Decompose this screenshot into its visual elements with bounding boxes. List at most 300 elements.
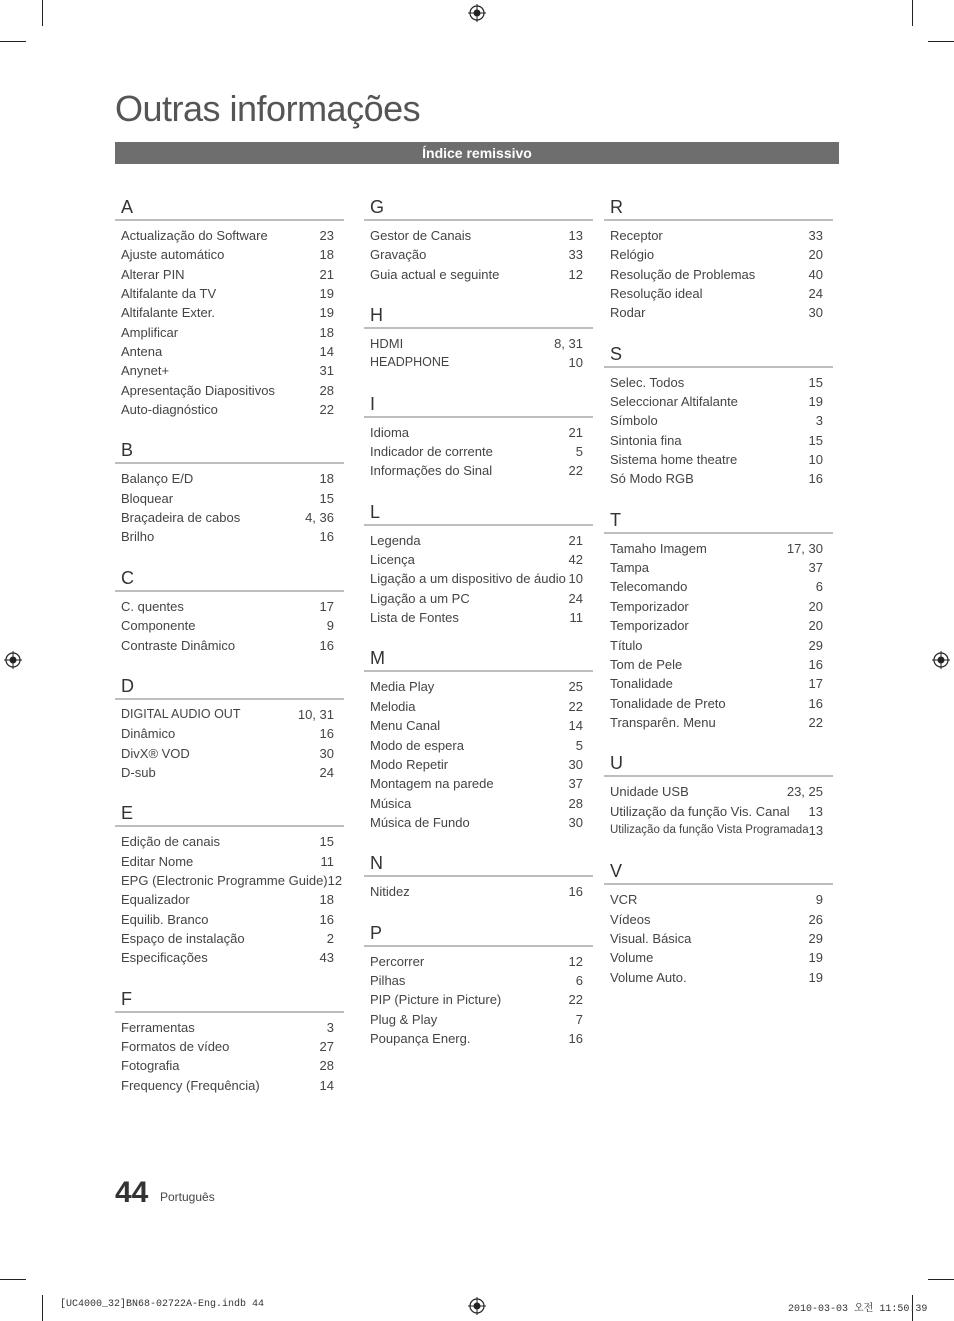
index-entry (364, 245, 593, 264)
index-entry (604, 597, 833, 616)
index-entry (364, 813, 593, 832)
section-letter: U (610, 753, 623, 774)
index-entry (604, 450, 833, 469)
entry-page: 11 (569, 610, 583, 626)
entry-page: 24 (808, 286, 823, 302)
entry-term: Editar Nome (121, 853, 194, 869)
index-entry (364, 550, 593, 569)
entry-page: 26 (808, 911, 823, 927)
index-entry (604, 392, 833, 411)
index-entry (115, 1018, 344, 1037)
entry-page: 18 (319, 471, 334, 487)
entry-term: Selec. Todos (610, 374, 685, 390)
section-divider (364, 219, 593, 221)
entry-page: 19 (808, 969, 823, 985)
entry-term: Licença (370, 552, 415, 568)
print-slug-date: 2010-03-03 오전 11:50:39 (788, 1304, 928, 1315)
index-entry (364, 1029, 593, 1048)
entry-page: 6 (815, 579, 823, 595)
section-letter: C (121, 567, 134, 588)
index-entry (604, 782, 833, 801)
entry-page: 16 (808, 656, 823, 672)
entry-page: 16 (808, 471, 823, 487)
entry-page: 13 (808, 822, 824, 838)
entry-page: 19 (808, 394, 823, 410)
index-entry (115, 1056, 344, 1075)
index-entry (115, 303, 344, 322)
section-divider (364, 670, 593, 672)
entry-page: 16 (319, 637, 334, 653)
index-section (364, 304, 593, 373)
print-slug-file: [UC4000_32]BN68-02722A-Eng.indb 44 (60, 1299, 265, 1310)
index-entry (364, 531, 593, 550)
entry-page: 12 (568, 266, 583, 282)
entry-page: 11 (320, 853, 334, 869)
entry-page: 3 (326, 1019, 334, 1035)
entry-term: Informações do Sinal (370, 463, 493, 479)
entry-page: 17 (319, 598, 334, 614)
entry-term: Melodia (370, 698, 416, 714)
index-entry (364, 226, 593, 245)
index-column-2 (364, 196, 593, 1068)
index-entry (115, 852, 344, 871)
index-section (364, 501, 593, 628)
index-entry (115, 489, 344, 508)
index-entry (604, 539, 833, 558)
index-section (115, 439, 344, 546)
entry-term: Nitidez (370, 884, 410, 900)
crop-mark (912, 0, 913, 26)
index-entry (115, 284, 344, 303)
entry-term: Tonalidade de Preto (610, 695, 726, 711)
entry-page: 37 (568, 776, 583, 792)
index-entry (115, 1037, 344, 1056)
entry-page: 28 (319, 382, 334, 398)
section-letter: S (610, 343, 623, 364)
index-entry (364, 1010, 593, 1029)
entry-page: 18 (319, 892, 334, 908)
entry-page: 22 (808, 714, 823, 730)
section-divider (115, 219, 344, 221)
index-entry (115, 508, 344, 527)
registration-mark-icon (932, 651, 950, 669)
entry-page: 28 (319, 1058, 334, 1074)
entry-page: 9 (326, 618, 334, 634)
entry-page: 21 (568, 532, 583, 548)
entry-page: 25 (568, 679, 583, 695)
crop-mark (0, 41, 26, 42)
index-entry (115, 744, 344, 763)
entry-page: 5 (575, 444, 583, 460)
entry-page: 15 (808, 374, 823, 390)
crop-mark (928, 1279, 954, 1280)
entry-term: Temporizador (610, 598, 689, 614)
entry-term: HDMI (370, 336, 404, 352)
index-section (115, 567, 344, 655)
index-entry (604, 245, 833, 264)
index-entry (604, 303, 833, 322)
index-entry (364, 697, 593, 716)
entry-term: Menu Canal (370, 718, 441, 734)
entry-term: Resolução ideal (610, 286, 703, 302)
entry-term: Relógio (610, 247, 655, 263)
entry-term: C. quentes (121, 598, 184, 614)
entry-term: Espaço de instalação (121, 930, 245, 946)
section-divider (604, 366, 833, 368)
entry-page: 15 (808, 432, 823, 448)
entry-term: Altifalante da TV (121, 286, 217, 302)
entry-term: Modo Repetir (370, 756, 449, 772)
index-entry (115, 724, 344, 743)
index-section (364, 852, 593, 901)
entry-term: Utilização da função Vista Programada (610, 823, 809, 836)
section-letter: F (121, 988, 132, 1009)
index-section (115, 988, 344, 1095)
index-entry (604, 948, 833, 967)
entry-term: Contraste Dinâmico (121, 637, 236, 653)
entry-page: 33 (808, 228, 823, 243)
index-section (364, 922, 593, 1049)
entry-term: Tom de Pele (610, 656, 683, 672)
entry-page: 14 (319, 344, 334, 360)
entry-page: 16 (319, 726, 334, 742)
index-entry (115, 871, 344, 890)
index-entry (364, 423, 593, 442)
entry-term: Auto-diagnóstico (121, 402, 218, 418)
index-entry (364, 353, 593, 372)
entry-term: Frequency (Frequência) (121, 1077, 260, 1093)
index-entry (604, 910, 833, 929)
section-letter: T (610, 509, 621, 530)
index-entry (604, 929, 833, 948)
entry-page: 27 (319, 1038, 334, 1054)
section-divider (115, 825, 344, 827)
entry-term: Sistema home theatre (610, 452, 738, 468)
section-letter: A (121, 197, 134, 217)
entry-term: VCR (610, 892, 638, 908)
entry-page: 6 (575, 972, 583, 988)
entry-page: 15 (319, 834, 334, 850)
entry-page: 30 (568, 814, 583, 830)
entry-term: Equalizador (121, 892, 190, 908)
entry-page: 12 (327, 872, 343, 888)
section-letter: L (370, 501, 381, 522)
entry-page: 17, 30 (786, 540, 823, 556)
entry-term: Título (610, 637, 643, 653)
index-entry (115, 929, 344, 948)
section-divider (364, 875, 593, 877)
entry-term: Temporizador (610, 618, 689, 634)
section-divider (364, 416, 593, 418)
crop-mark (42, 0, 43, 26)
index-entry (364, 608, 593, 627)
index-entry (115, 890, 344, 909)
entry-page: 20 (808, 598, 823, 614)
index-entry (364, 589, 593, 608)
section-divider (364, 327, 593, 329)
entry-term: Montagem na parede (370, 776, 494, 792)
entry-term: Idioma (370, 424, 410, 440)
entry-term: Unidade USB (610, 784, 689, 800)
entry-page: 31 (319, 363, 334, 379)
entry-page: 29 (808, 930, 823, 946)
section-letter: M (370, 648, 385, 669)
entry-page: 33 (568, 247, 583, 263)
entry-term: Actualização do Software (121, 228, 268, 243)
entry-page: 28 (568, 795, 583, 811)
entry-page: 18 (319, 247, 334, 263)
entry-page: 24 (568, 590, 583, 606)
entry-page: 8, 31 (554, 336, 583, 352)
entry-term: Altifalante Exter. (121, 305, 215, 321)
entry-term: Volume Auto. (610, 969, 687, 985)
index-entry (604, 713, 833, 732)
entry-page: 30 (568, 756, 583, 772)
entry-term: Indicador de corrente (370, 444, 493, 460)
index-entry (604, 636, 833, 655)
index-entry (115, 705, 344, 724)
entry-term: Bloquear (121, 490, 174, 506)
section-divider (604, 883, 833, 885)
index-entry (364, 677, 593, 696)
section-divider (115, 590, 344, 592)
section-divider (604, 219, 833, 221)
index-entry (604, 821, 833, 840)
index-entry (604, 694, 833, 713)
entry-page: 29 (808, 637, 823, 653)
section-letter: V (610, 861, 623, 882)
entry-term: Especificações (121, 950, 208, 966)
index-entry (604, 226, 833, 245)
entry-page: 3 (815, 413, 823, 429)
index-entry (115, 400, 344, 419)
section-letter: E (121, 803, 134, 824)
entry-term: Resolução de Problemas (610, 266, 756, 282)
index-entry (364, 569, 593, 588)
index-section (604, 860, 833, 987)
entry-page: 10 (808, 452, 823, 468)
entry-term: Guia actual e seguinte (370, 266, 500, 282)
entry-term: Percorrer (370, 953, 425, 969)
registration-mark-icon (468, 4, 486, 22)
entry-term: Tamaho Imagem (610, 540, 707, 556)
index-entry (604, 431, 833, 450)
index-column-3 (604, 196, 833, 1007)
crop-mark (42, 1295, 43, 1321)
entry-page: 20 (808, 247, 823, 263)
index-entry (115, 636, 344, 655)
entry-page: 12 (568, 953, 583, 969)
section-divider (115, 462, 344, 464)
entry-page: 16 (319, 911, 334, 927)
entry-term: Poupança Energ. (370, 1030, 471, 1046)
page-title: Outras informações (115, 88, 421, 129)
entry-term: Plug & Play (370, 1011, 438, 1027)
entry-page: 23 (319, 228, 334, 243)
entry-term: PIP (Picture in Picture) (370, 992, 502, 1008)
entry-term: Símbolo (610, 413, 658, 429)
entry-page: 22 (568, 463, 583, 479)
entry-page: 18 (319, 324, 334, 340)
index-entry (364, 971, 593, 990)
index-entry (115, 948, 344, 967)
index-entry (115, 381, 344, 400)
index-entry (604, 558, 833, 577)
section-letter: D (121, 675, 134, 696)
entry-term: Formatos de vídeo (121, 1038, 230, 1054)
index-entry (115, 597, 344, 616)
entry-term: EPG (Electronic Programme Guide) (121, 872, 328, 888)
index-entry (115, 265, 344, 284)
section-divider (115, 698, 344, 700)
section-letter: G (370, 197, 385, 217)
entry-page: 24 (319, 764, 334, 780)
entry-term: Ligação a um dispositivo de áudio (370, 571, 566, 587)
entry-term: Visual. Básica (610, 930, 692, 946)
entry-page: 2 (326, 930, 334, 946)
index-entry (604, 265, 833, 284)
entry-page: 7 (575, 1011, 583, 1027)
entry-term: Balanço E/D (121, 471, 194, 487)
index-entry (364, 716, 593, 735)
section-divider (115, 1011, 344, 1013)
entry-term: Volume (610, 950, 654, 966)
index-entry (604, 616, 833, 635)
entry-page: 17 (808, 676, 823, 692)
entry-term: Anynet+ (121, 363, 170, 379)
section-letter: H (370, 305, 383, 326)
entry-page: 22 (568, 992, 583, 1008)
entry-term: D-sub (121, 764, 156, 780)
entry-page: 15 (319, 490, 334, 506)
index-section (364, 393, 593, 481)
entry-page: 10, 31 (297, 706, 334, 722)
index-section (115, 802, 344, 967)
index-entry (364, 774, 593, 793)
entry-page: 20 (808, 618, 823, 634)
index-entry (364, 461, 593, 480)
entry-page: 30 (808, 305, 823, 321)
section-divider (604, 532, 833, 534)
entry-term: Modo de espera (370, 737, 464, 753)
index-entry (604, 674, 833, 693)
page-number: 44 (115, 1176, 149, 1209)
entry-term: Antena (121, 344, 163, 360)
crop-mark (0, 1279, 26, 1280)
index-entry (115, 527, 344, 546)
entry-page: 14 (568, 718, 583, 734)
index-section (115, 196, 344, 419)
entry-term: HEADPHONE (370, 355, 450, 370)
index-entry (115, 245, 344, 264)
entry-term: Componente (121, 618, 196, 634)
entry-page: 10 (568, 571, 583, 587)
entry-page: 43 (319, 950, 334, 966)
entry-page: 19 (319, 286, 334, 302)
index-entry (364, 990, 593, 1009)
entry-page: 13 (808, 803, 823, 819)
entry-page: 5 (575, 737, 583, 753)
entry-term: Fotografia (121, 1058, 180, 1074)
entry-term: Tampa (610, 560, 650, 576)
entry-page: 21 (568, 424, 583, 440)
index-entry (115, 1076, 344, 1095)
entry-term: Rodar (610, 305, 646, 321)
entry-page: 19 (808, 950, 823, 966)
index-entry (115, 763, 344, 782)
index-entry (604, 373, 833, 392)
entry-term: Edição de canais (121, 834, 221, 850)
entry-page: 16 (319, 529, 334, 545)
entry-term: Ligação a um PC (370, 590, 470, 606)
entry-page: 14 (319, 1077, 334, 1093)
entry-page: 22 (568, 698, 583, 714)
entry-term: Tonalidade (610, 676, 673, 692)
section-letter: I (370, 393, 376, 414)
index-section (604, 509, 833, 732)
index-section (604, 752, 833, 840)
index-entry (115, 323, 344, 342)
entry-term: Ferramentas (121, 1019, 195, 1035)
index-entry (364, 265, 593, 284)
registration-mark-icon (468, 1297, 486, 1315)
entry-term: Receptor (610, 228, 663, 243)
index-entry (364, 794, 593, 813)
index-entry (604, 655, 833, 674)
index-entry (604, 802, 833, 821)
entry-page: 4, 36 (305, 510, 334, 526)
entry-term: Gestor de Canais (370, 228, 472, 243)
entry-page: 9 (815, 892, 823, 908)
entry-term: Seleccionar Altifalante (610, 394, 738, 410)
index-entry (364, 334, 593, 353)
index-entry (364, 952, 593, 971)
entry-page: 23, 25 (786, 784, 823, 800)
section-letter: N (370, 853, 383, 874)
index-entry (604, 469, 833, 488)
section-divider (364, 524, 593, 526)
index-entry (604, 890, 833, 909)
index-entry (364, 882, 593, 901)
section-letter: P (370, 922, 383, 943)
entry-term: Alterar PIN (121, 266, 185, 282)
entry-page: 16 (568, 884, 583, 900)
section-banner: Índice remissivo (115, 142, 839, 164)
entry-term: Vídeos (610, 911, 651, 927)
entry-page: 30 (319, 745, 334, 761)
index-entry (115, 910, 344, 929)
entry-term: Dinâmico (121, 726, 176, 742)
entry-page: 21 (319, 266, 334, 282)
entry-page: 16 (808, 695, 823, 711)
entry-page: 16 (568, 1030, 583, 1046)
entry-page: 10 (568, 355, 583, 371)
entry-term: Gravação (370, 247, 427, 263)
index-entry (604, 968, 833, 987)
entry-term: Media Play (370, 679, 435, 695)
entry-term: DIGITAL AUDIO OUT (121, 706, 241, 721)
index-section (364, 647, 593, 832)
entry-page: 22 (319, 402, 334, 418)
section-letter: R (610, 197, 623, 217)
index-entry (604, 284, 833, 303)
index-entry (115, 342, 344, 361)
entry-term: Equilib. Branco (121, 911, 209, 927)
entry-term: Música (370, 795, 412, 811)
entry-term: Ajuste automático (121, 247, 225, 263)
entry-term: Brilho (121, 529, 155, 545)
index-entry (115, 832, 344, 851)
